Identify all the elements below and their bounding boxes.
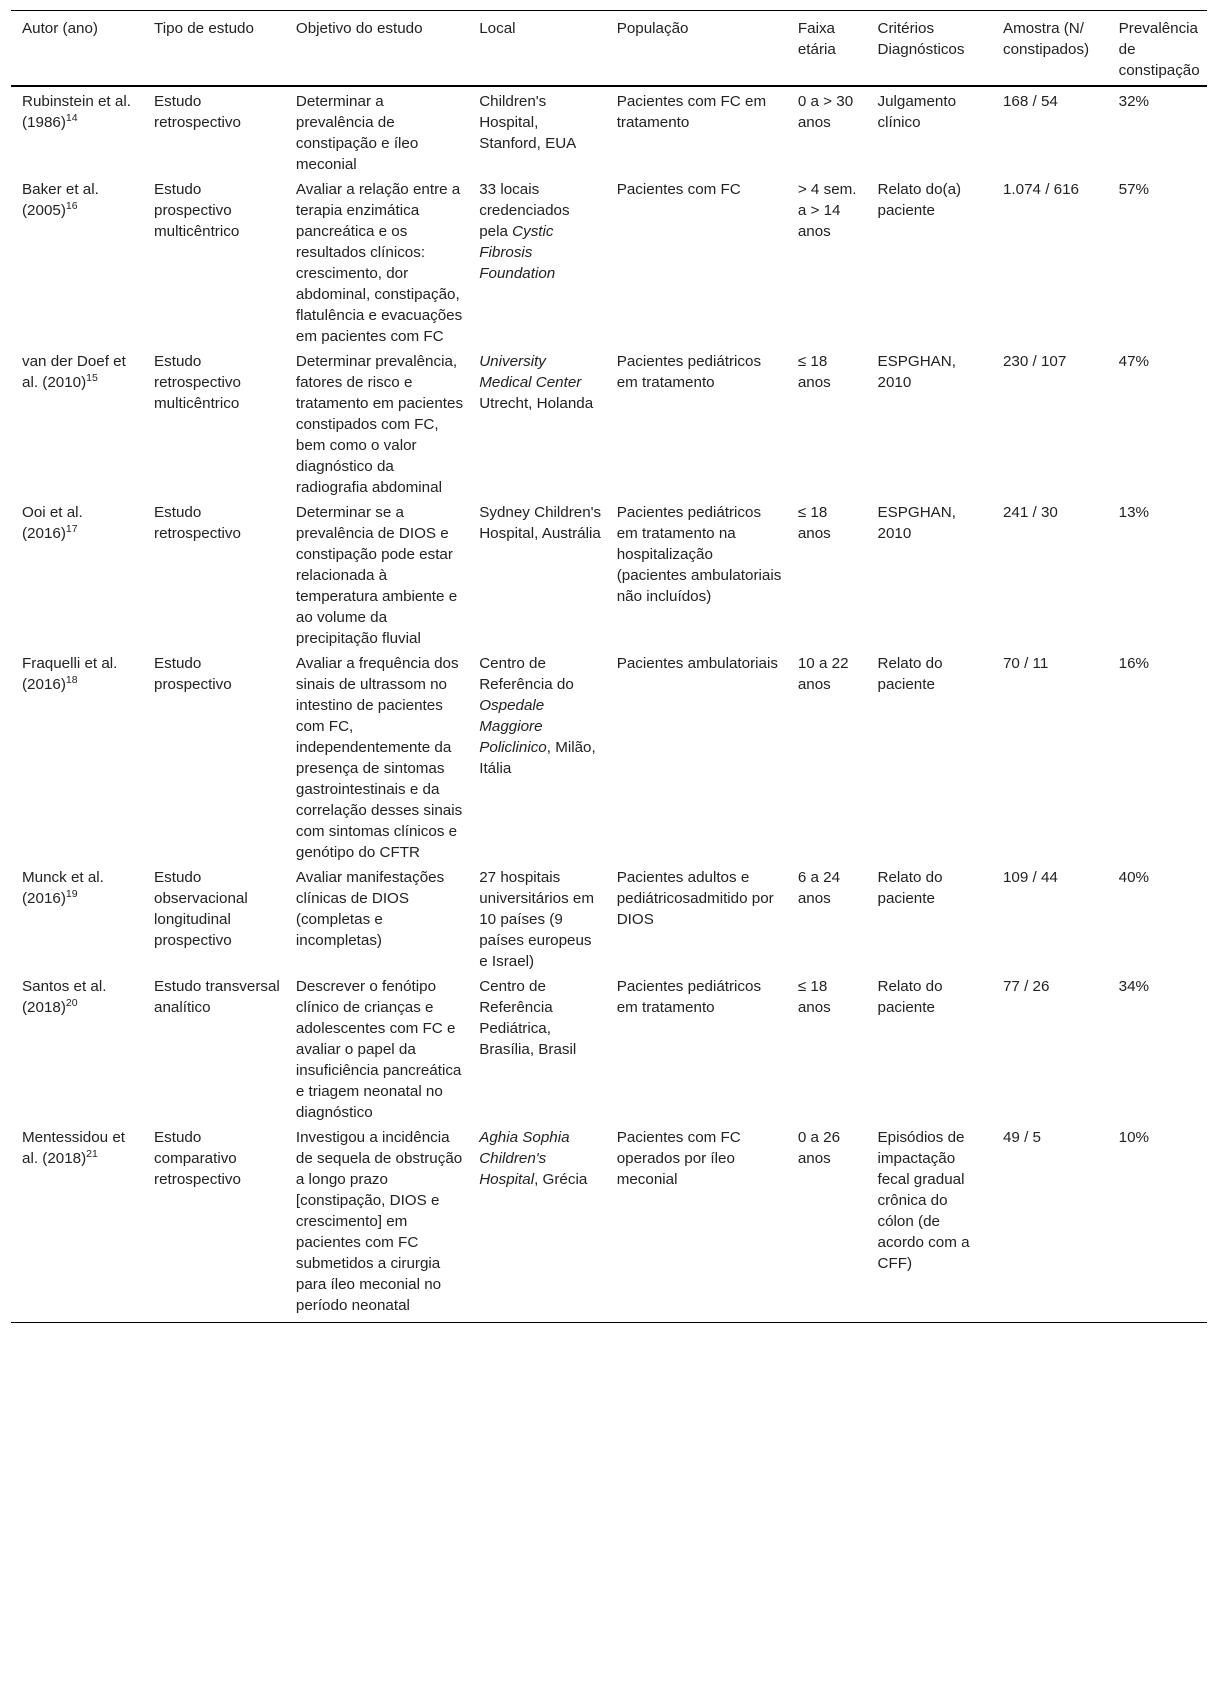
cell-text: Sydney Children's Hospital, Austrália [479, 504, 602, 542]
cell-objetivo [285, 863, 468, 972]
cell-prevalencia [1108, 649, 1207, 863]
table-row [11, 1123, 1207, 1323]
cell-amostra [992, 863, 1108, 972]
cell-autor [11, 86, 143, 175]
cell-text: Utrecht, Holanda [479, 395, 594, 412]
cell-local [468, 1123, 605, 1323]
cell-text: 27 hospitais universitários em 10 países (9 países europeus e Israel) [479, 869, 595, 970]
cell-text: 34% [1118, 978, 1150, 995]
cell-text: ESPGHAN, 2010 [877, 353, 956, 391]
cell-criterios [867, 86, 992, 175]
cell-objetivo [285, 86, 468, 175]
reference-number: 17 [65, 523, 78, 535]
cell-local [468, 649, 605, 863]
cell-amostra [992, 86, 1108, 175]
cell-text: Pacientes pediátricos em tratamento [616, 353, 762, 391]
table-row [11, 863, 1207, 972]
reference-number: 21 [86, 1148, 98, 1160]
cell-tipo [143, 86, 285, 175]
cell-text: Estudo prospectivo multicêntrico [154, 181, 240, 240]
cell-text: Pacientes ambulatoriais [616, 655, 778, 672]
cell-autor [11, 175, 143, 347]
cell-amostra [992, 649, 1108, 863]
header-tipo: Tipo de estudo [154, 20, 254, 37]
cell-populacao [606, 1123, 787, 1323]
cell-tipo [143, 1123, 285, 1323]
cell-faixa [787, 1123, 867, 1323]
cell-text: 168 / 54 [1002, 93, 1058, 110]
cell-text: Estudo retrospectivo [154, 93, 241, 131]
cell-text: Investigou a incidência de sequela de obstrução a longo prazo [constipação, DIOS e crescimento] em pacientes com FC submetidos a cirurgia para íleo meconial no período neonatal [295, 1129, 463, 1314]
header-local: Local [479, 20, 516, 37]
table-body [11, 86, 1207, 1323]
cell-text: Centro de Referência do [479, 655, 574, 693]
cell-autor [11, 972, 143, 1123]
cell-text: 0 a 26 anos [797, 1129, 841, 1167]
cell-text: 10% [1118, 1129, 1150, 1146]
table-row [11, 972, 1207, 1123]
reference-number: 20 [65, 997, 78, 1009]
cell-text: Estudo transversal analítico [154, 978, 280, 1016]
cell-text: Relato do paciente [877, 655, 943, 693]
cell-text: Relato do paciente [877, 869, 943, 907]
cell-criterios [867, 1123, 992, 1323]
cell-objetivo [285, 498, 468, 649]
cell-text: 241 / 30 [1002, 504, 1058, 521]
cell-tipo [143, 972, 285, 1123]
cell-text: Relato do paciente [877, 978, 943, 1016]
cell-text: 47% [1118, 353, 1150, 370]
cell-text: Estudo observacional longitudinal prospectivo [154, 869, 248, 949]
table-row [11, 86, 1207, 175]
cell-autor [11, 1123, 143, 1323]
cell-local [468, 86, 605, 175]
cell-text: ≤ 18 anos [797, 504, 831, 542]
reference-number: 18 [65, 674, 78, 686]
cell-objetivo [285, 972, 468, 1123]
cell-amostra [992, 1123, 1108, 1323]
cell-text: Fraquelli et al. (2016) [22, 655, 118, 693]
cell-faixa [787, 175, 867, 347]
table-row [11, 498, 1207, 649]
header-faixa: Faixa etária [797, 20, 836, 58]
cell-text: Episódios de impactação fecal gradual crônica do cólon (de acordo com a CFF) [877, 1129, 970, 1272]
cell-tipo [143, 347, 285, 498]
cell-text: 70 / 11 [1002, 655, 1049, 672]
cell-text: Pacientes pediátricos em tratamento [616, 978, 762, 1016]
cell-text: Determinar a prevalência de constipação e íleo meconial [295, 93, 419, 173]
cell-amostra [992, 175, 1108, 347]
cell-objetivo [285, 175, 468, 347]
cell-text: et al. (1986) [22, 93, 131, 131]
cell-prevalencia [1108, 86, 1207, 175]
cell-text: 16% [1118, 655, 1150, 672]
cell-populacao [606, 863, 787, 972]
cell-text: ESPGHAN, 2010 [877, 504, 956, 542]
cell-faixa [787, 649, 867, 863]
cell-text: Avaliar a frequência dos sinais de ultrassom no intestino de pacientes com FC, independentemente da presença de sintomas gastrointestinais e da correlação desses sinais com sintomas clínicos e genótipo do CFTR [295, 655, 463, 861]
cell-text: Centro de Referência Pediátrica, Brasília, Brasil [479, 978, 577, 1058]
cell-objetivo [285, 347, 468, 498]
cell-prevalencia [1108, 347, 1207, 498]
table-row [11, 347, 1207, 498]
studies-table [11, 10, 1207, 1323]
cell-text: Cystic Fibrosis Foundation [479, 223, 556, 282]
cell-text: Avaliar manifestações clínicas de DIOS (completas e incompletas) [295, 869, 445, 949]
cell-text: 6 a 24 anos [797, 869, 841, 907]
cell-text: Estudo retrospectivo [154, 504, 241, 542]
cell-text: ≤ 18 anos [797, 353, 831, 391]
cell-populacao [606, 86, 787, 175]
header-row [11, 11, 1207, 87]
cell-text: Estudo prospectivo [154, 655, 232, 693]
cell-text: Estudo comparativo retrospectivo [154, 1129, 241, 1188]
cell-text: Determinar prevalência, fatores de risco e tratamento em pacientes constipados com FC, bem como o valor diagnóstico da radiografia abdominal [295, 353, 464, 496]
cell-text: Descrever o fenótipo clínico de crianças e adolescentes com FC e avaliar o papel da insuficiência pancreática e triagem neonatal no diagnóstico [295, 978, 462, 1121]
cell-prevalencia [1108, 1123, 1207, 1323]
cell-text: Pacientes com FC operados por íleo meconial [616, 1129, 741, 1188]
cell-autor [11, 498, 143, 649]
cell-populacao [606, 972, 787, 1123]
header-amostra: Amostra (N/ constipados) [1002, 20, 1090, 58]
cell-amostra [992, 347, 1108, 498]
reference-number: 16 [65, 200, 78, 212]
cell-faixa [787, 498, 867, 649]
cell-autor [11, 649, 143, 863]
cell-prevalencia [1108, 972, 1207, 1123]
cell-amostra [992, 498, 1108, 649]
cell-text: Relato do(a) paciente [877, 181, 962, 219]
cell-text: , Milão, Itália [479, 739, 596, 777]
cell-prevalencia [1108, 863, 1207, 972]
cell-tipo [143, 863, 285, 972]
cell-faixa [787, 86, 867, 175]
cell-local [468, 347, 605, 498]
table-container [11, 10, 1207, 1323]
table-row [11, 175, 1207, 347]
cell-text: Determinar se a prevalência de DIOS e constipação pode estar relacionada à temperatura ambiente e ao volume da precipitação fluvial [295, 504, 458, 647]
header-objetivo: Objetivo do estudo [295, 20, 423, 37]
cell-populacao [606, 649, 787, 863]
cell-text: 49 / 5 [1002, 1129, 1041, 1146]
cell-text: 1.074 / 616 [1002, 181, 1079, 198]
cell-criterios [867, 972, 992, 1123]
cell-text: 33 locais credenciados pela [479, 181, 570, 240]
cell-faixa [787, 972, 867, 1123]
cell-text: Avaliar a relação entre a terapia enzimática pancreática e os resultados clínicos: crescimento, dor abdominal, constipação, flatulência e evacuações em pacientes com FC [295, 181, 463, 345]
cell-tipo [143, 649, 285, 863]
cell-autor [11, 347, 143, 498]
cell-faixa [787, 863, 867, 972]
cell-local [468, 498, 605, 649]
cell-prevalencia [1108, 498, 1207, 649]
cell-text: 10 a 22 anos [797, 655, 849, 693]
cell-text: 13% [1118, 504, 1150, 521]
cell-local [468, 175, 605, 347]
cell-text: University Medical Center [479, 353, 582, 391]
cell-text: Julgamento clínico [877, 93, 957, 131]
cell-text: van der Doef et al. (2010) [22, 353, 126, 391]
cell-text: 77 / 26 [1002, 978, 1050, 995]
cell-text: Rubinstein [22, 93, 94, 110]
cell-text: > 4 sem. a > 14 anos [797, 181, 857, 240]
cell-text: 32% [1118, 93, 1150, 110]
cell-text: Ospedale Maggiore Policlinico [479, 697, 547, 756]
reference-number: 15 [86, 372, 98, 384]
cell-local [468, 863, 605, 972]
cell-text: Ooi et al. (2016) [22, 504, 83, 542]
header-autor: Autor (ano) [22, 20, 98, 37]
cell-text: Estudo retrospectivo multicêntrico [154, 353, 241, 412]
cell-populacao [606, 347, 787, 498]
cell-text: Munck et al. (2016) [22, 869, 104, 907]
header-criterios: Critérios Diagnósticos [877, 20, 965, 58]
cell-text: , Grécia [534, 1171, 588, 1188]
cell-text: 109 / 44 [1002, 869, 1058, 886]
cell-faixa [787, 347, 867, 498]
cell-text: Mentessidou et al. (2018) [22, 1129, 125, 1167]
cell-objetivo [285, 649, 468, 863]
cell-prevalencia [1108, 175, 1207, 347]
cell-text: Aghia Sophia Children's Hospital [479, 1129, 570, 1188]
table-row [11, 649, 1207, 863]
cell-criterios [867, 649, 992, 863]
cell-text: Pacientes pediátricos em tratamento na hospitalização (pacientes ambulatoriais não incluídos) [616, 504, 782, 605]
cell-criterios [867, 498, 992, 649]
cell-local [468, 972, 605, 1123]
cell-text: 57% [1118, 181, 1150, 198]
cell-text: 40% [1118, 869, 1150, 886]
cell-autor [11, 863, 143, 972]
header-populacao: População [616, 20, 689, 37]
cell-text: 230 / 107 [1002, 353, 1067, 370]
reference-number: 19 [65, 888, 78, 900]
cell-tipo [143, 175, 285, 347]
cell-tipo [143, 498, 285, 649]
cell-text: ≤ 18 anos [797, 978, 831, 1016]
cell-text: Pacientes adultos e pediátricosadmitido por DIOS [616, 869, 774, 928]
reference-number: 14 [65, 112, 78, 124]
cell-criterios [867, 175, 992, 347]
cell-amostra [992, 972, 1108, 1123]
cell-text: Children's Hospital, Stanford, EUA [479, 93, 577, 152]
header-prevalencia: Prevalência de constipação [1118, 20, 1200, 79]
cell-populacao [606, 175, 787, 347]
cell-text: 0 a > 30 anos [797, 93, 854, 131]
cell-text: Pacientes com FC em tratamento [616, 93, 767, 131]
cell-criterios [867, 863, 992, 972]
cell-text: Baker et al. (2005) [22, 181, 99, 219]
cell-criterios [867, 347, 992, 498]
cell-objetivo [285, 1123, 468, 1323]
cell-text: Pacientes com FC [616, 181, 741, 198]
cell-text: Santos et al. (2018) [22, 978, 107, 1016]
cell-populacao [606, 498, 787, 649]
